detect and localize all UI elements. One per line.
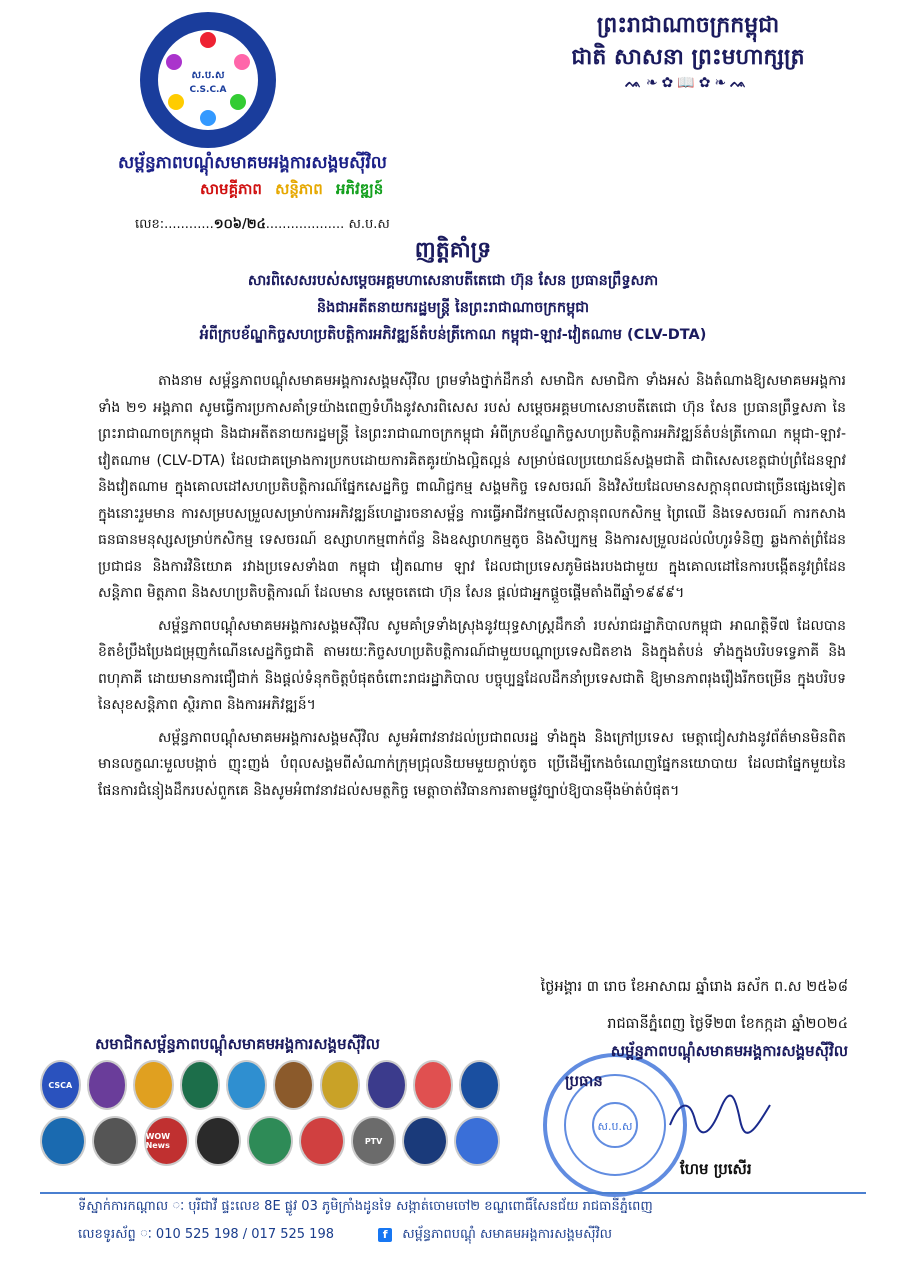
member-logo	[92, 1116, 138, 1166]
document-subtitle	[60, 268, 846, 349]
footer-contact	[78, 1226, 612, 1245]
signatory-position: ប្រធាន	[565, 1072, 603, 1090]
member-logo-row	[40, 1116, 500, 1166]
facebook-icon: f	[378, 1228, 392, 1242]
ref-label: លេខ:	[135, 217, 165, 232]
address-text: ៈ បុរីជាវី ផ្ទះលេខ 8E ផ្លូវ 03 ភូមិក្រាំងដូនទៃ សង្កាត់ចោមចៅ២ ខណ្ឌពោធិ៍សែនជ័យ រាជធានីភ្នំពេញ	[184, 1199, 653, 1214]
address-label: ទីស្នាក់ការកណ្តាល	[78, 1199, 169, 1214]
signatory-org: សម្ព័ន្ធភាពបណ្តុំសមាគមអង្គការសង្គមស៊ីវិល	[610, 1042, 848, 1060]
motto-peace: សន្តិភាព	[275, 180, 323, 198]
footer-divider	[40, 1192, 866, 1194]
phone-number: ៈ 010 525 198 / 017 525 198	[151, 1227, 334, 1242]
member-logo: WOW News	[144, 1116, 190, 1166]
motto-development: អភិវឌ្ឍន៍	[335, 180, 384, 198]
member-logo	[180, 1060, 221, 1110]
ref-suffix: ស.ប.ស	[348, 217, 390, 232]
member-logo	[413, 1060, 454, 1110]
reference-number: លេខ:............១០៦/២៤................... ស.ប.ស	[135, 217, 390, 232]
member-logo	[133, 1060, 174, 1110]
member-logo-row	[40, 1060, 500, 1110]
svg-text:C.S.C.A: C.S.C.A	[189, 85, 227, 95]
org-logo	[138, 10, 278, 150]
signer-name: ហែម ប្រសើរ	[680, 1160, 752, 1178]
member-logo	[273, 1060, 314, 1110]
member-logo: CSCA	[40, 1060, 81, 1110]
member-logo	[247, 1116, 293, 1166]
member-logo	[87, 1060, 128, 1110]
kingdom-header	[528, 10, 848, 92]
kingdom-line-1: ព្រះរាជាណាចក្រកម្ពុជា	[596, 13, 780, 38]
ref-number: ១០៦/២៤	[213, 217, 266, 232]
subtitle-line: និងជាអតីតនាយករដ្ឋមន្ត្រី នៃព្រះរាជាណាចក្រកម្ពុជា	[316, 300, 590, 316]
facebook-page[interactable]: សម្ព័ន្ធភាពបណ្តុំ សមាគមអង្គការសង្គមស៊ីវិល	[402, 1227, 613, 1242]
member-logo	[226, 1060, 267, 1110]
member-logo	[402, 1116, 448, 1166]
member-logo	[40, 1116, 86, 1166]
document-title: ញត្តិគាំទ្រ	[414, 238, 492, 263]
subtitle-line: អំពីក្របខ័ណ្ឌកិច្ចសហប្រតិបត្តិការអភិវឌ្ឍន៍តំបន់ត្រីកោណ កម្ពុជា-ឡាវ-វៀតណាម (CLV-DTA)	[199, 327, 707, 343]
body-paragraph: តាងនាម សម្ព័ន្ធភាពបណ្តុំសមាគមអង្គការសង្គមស៊ីវិល ព្រមទាំងថ្នាក់ដឹកនាំ សមាជិក សមាជិកា ទាំងអស់ និងតំណាងឱ្យសមាគមអង្គការ ទាំង ២១ អង្គភាព សូមធ្វើការប្រកាសគាំទ្រយ៉ាងពេញទំហឹងនូវសារពិសេស របស់ សម្តេចអគ្គមហាសេនាបតីតេជោ ហ៊ុន សែន ប្រធានព្រឹទ្ធសភា នៃព្រះរាជាណាចក្រកម្ពុជា និងជាអតីតនាយករដ្ឋមន្ត្រី នៃព្រះរាជាណាចក្រកម្ពុជា អំពីក្របខ័ណ្ឌកិច្ចសហប្រតិបត្តិការអភិវឌ្ឍន៍តំបន់ត្រីកោណ កម្ពុជា-ឡាវ-វៀតណាម (CLV-DTA) ដែលជាគម្រោងការប្រកបដោយការគិតគូរយ៉ាងល្អិតល្អន់ សម្រាប់ផលប្រយោជន៍សង្គមជាតិ ជាពិសេសខេត្តជាប់ព្រំដែនឡាវ និងវៀតណាម ក្នុងគោលដៅសហប្រតិបត្តិការណ៍ផ្នែកសេដ្ឋកិច្ច ពាណិជ្ជកម្ម សង្គមកិច្ច ទេសចរណ៍ និងវិស័យដែលមានសក្តានុពលជាច្រើនផ្សេងទៀត ក្នុងនោះរួមមាន ការសម្របសម្រួលសម្រាប់ការអភិវឌ្ឍន៍ហេដ្ឋារចនាសម្ព័ន្ធ ការធ្វើអាជីវកម្មលើសក្តានុពលកសិកម្ម ព្រៃឈើ និងទេសចរណ៍ ការកសាងធនធានមនុស្សសម្រាប់កសិកម្ម ទេសចរណ៍ ឧស្សាហកម្មពាក់ព័ន្ធ និងឧស្សាហកម្មតូច និងសិប្បកម្ម និងការសម្រួលដល់លំហូរទំនិញ ឆ្លងកាត់ព្រំដែន ប្រជាជន និងការវិនិយោគ រវាងប្រទេសទាំង៣ កម្ពុជា វៀតណាម ឡាវ ដែលជាប្រទេសភូមិផងរបងជាមួយ ក្នុងគោលដៅនៃការបង្កើតនូវព្រំដែនសន្តិភាព មិត្តភាព និងសហប្រតិបត្តិការណ៍ ដែលមាន សម្តេចតេជោ ហ៊ុន សែន ផ្តល់ជាអ្នកផ្តួចផ្តើមតាំងពីឆ្នាំ១៩៩៩។	[98, 373, 846, 601]
handwritten-signature	[660, 1090, 790, 1140]
ornament: ᨕ❧✿📖✿❧ᨕ	[625, 75, 751, 91]
subtitle-line: សារពិសេសរបស់សម្តេចអគ្គមហាសេនាបតីតេជោ ហ៊ុន សែន ប្រធានព្រឹទ្ធសភា	[247, 273, 659, 289]
member-logo	[195, 1116, 241, 1166]
body-paragraph: សម្ព័ន្ធភាពបណ្តុំសមាគមអង្គការសង្គមស៊ីវិល សូមគាំទ្រទាំងស្រុងនូវយុទ្ធសាស្ត្រដឹកនាំ របស់រាជរដ្ឋាភិបាលកម្ពុជា អាណត្តិទី៧ ដែលបានខិតខំប្រឹងប្រែងជម្រុញកំណើនសេដ្ឋកិច្ចជាតិ តាមរយៈកិច្ចសហប្រតិបត្តិការណ៍ជាមួយបណ្តាប្រទេសជិតខាង និងក្នុងតំបន់ ទាំងក្នុងបរិបទទ្វេភាគី និងពហុភាគី ដោយមានការជឿជាក់ និងផ្តល់ទំនុកចិត្តបំផុតចំពោះរាជរដ្ឋាភិបាល បច្ចុប្បន្នដែលដឹកនាំប្រទេសជាតិ ឱ្យមានភាពរុងរឿងរីកចម្រើន ក្នុងបរិបទនៃសុខសន្តិភាព ស្ថិរភាព និងការអភិវឌ្ឍន៍។	[98, 617, 846, 713]
lunar-date: ថ្ងៃអង្គារ ៣ រោច ខែអាសាឍ ឆ្នាំរោង ឆស័ក ព.ស ២៥៦៨	[540, 979, 848, 995]
member-logo: PTV	[351, 1116, 397, 1166]
kingdom-line-2: ជាតិ សាសនា ព្រះមហាក្សត្រ	[571, 45, 805, 70]
document-body	[98, 368, 846, 810]
members-title: សមាជិកសម្ព័ន្ធភាពបណ្តុំសមាគមអង្គការសង្គមស៊ីវិល	[95, 1035, 380, 1053]
member-logo	[320, 1060, 361, 1110]
member-logos	[40, 1060, 500, 1172]
member-logo	[299, 1116, 345, 1166]
body-paragraph: សម្ព័ន្ធភាពបណ្តុំសមាគមអង្គការសង្គមស៊ីវិល សូមអំពាវនាវដល់ប្រជាពលរដ្ឋ ទាំងក្នុង និងក្រៅប្រទេស មេត្តាជៀសវាងនូវព័ត៌មានមិនពិត មានលក្ខណៈមួលបង្កាច់ ញុះញង់ បំពុលសង្គមពីសំណាក់ក្រុមជ្រុលនិយមមួយក្តាប់តូច ប្រើដើម្បីកេងចំណេញផ្នែកនយោបាយ ដែលជាផ្នែកមួយនៃផែនការជំនៀងដឹករបស់ពួកគេ និងសូមអំពាវនាវដល់សមត្ថកិច្ច មេត្តាចាត់វិធានការតាមផ្លូវច្បាប់ឱ្យបានម៉ឺងម៉ាត់បំផុត។	[98, 729, 846, 799]
stamp-text: ស.ប.ស	[597, 1120, 633, 1133]
org-name: សម្ព័ន្ធភាពបណ្តុំសមាគមអង្គការសង្គមស៊ីវិល	[118, 153, 387, 173]
motto-solidarity: សាមគ្គីភាព	[200, 180, 262, 198]
member-logo	[459, 1060, 500, 1110]
svg-text:ស.ប.ស: ស.ប.ស	[191, 70, 225, 81]
phone-label: លេខទូរស័ព្ទ	[78, 1227, 136, 1242]
footer-address	[78, 1198, 653, 1217]
member-logo	[454, 1116, 500, 1166]
member-logo	[366, 1060, 407, 1110]
org-motto	[200, 180, 391, 202]
solar-date: រាជធានីភ្នំពេញ ថ្ងៃទី២៣ ខែកក្កដា ឆ្នាំ២០២៤	[607, 1016, 848, 1032]
